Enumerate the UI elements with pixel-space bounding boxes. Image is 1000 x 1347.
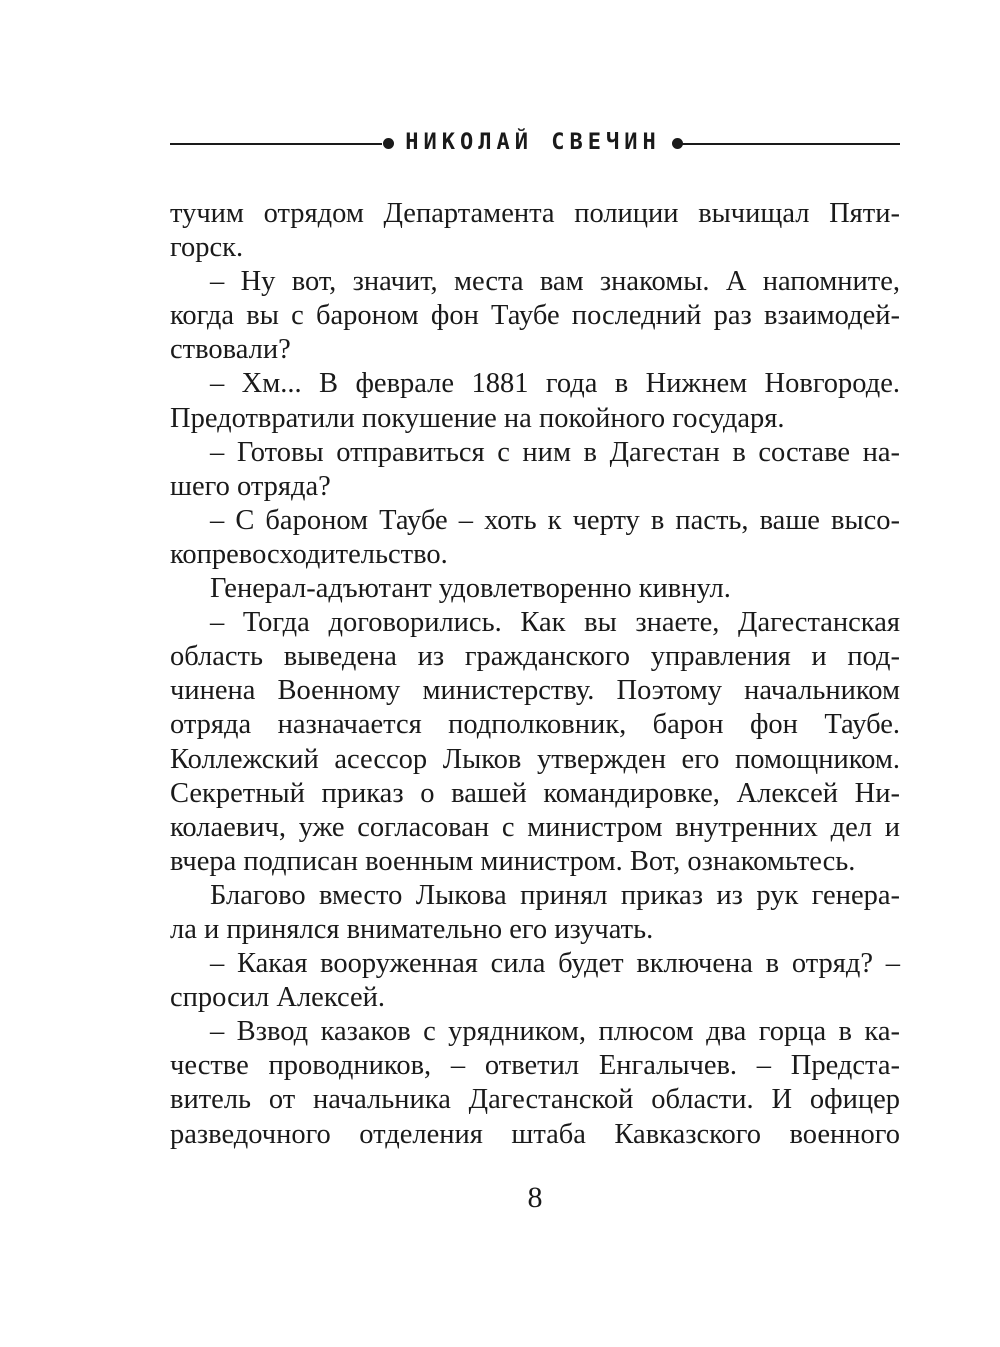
- text-line: отряда назначается подполковник, барон фон Таубе.: [170, 709, 900, 741]
- text-line: – Хм... В феврале 1881 года в Нижнем Новгороде.: [210, 368, 900, 400]
- running-head-bullet-left: [383, 138, 394, 149]
- body-text: [170, 197, 900, 1152]
- running-head-rule-right: [682, 143, 900, 145]
- text-line: Секретный приказ о вашей командировке, Алексей Ни-: [170, 777, 900, 809]
- text-line: разведочного отделения штаба Кавказского военного: [170, 1118, 900, 1150]
- text-line: – С бароном Таубе – хоть к черту в пасть, ваше высо-: [210, 504, 900, 536]
- text-line: – Ну вот, значит, места вам знакомы. А напомните,: [210, 266, 900, 298]
- text-line: ла и принялся внимательно его изучать.: [170, 913, 654, 945]
- text-line: тучим отрядом Департамента полиции вычищал Пяти-: [170, 198, 900, 229]
- text-line: Коллежский асессор Лыков утвержден его помощником.: [170, 743, 900, 775]
- text-line: область выведена из гражданского управления и под-: [170, 641, 900, 673]
- running-head: [170, 126, 900, 162]
- page-number: 8: [527, 1181, 543, 1214]
- text-line: спросил Алексей.: [170, 982, 385, 1014]
- text-line: – Взвод казаков с урядником, плюсом два горца в ка-: [210, 1016, 900, 1048]
- text-line: – Готовы отправиться с ним в Дагестан в составе на-: [210, 436, 900, 468]
- text-line: горск.: [170, 232, 244, 264]
- text-line: ствовали?: [170, 334, 291, 366]
- running-head-title: НИКОЛАЙ СВЕЧИН: [405, 130, 661, 155]
- text-line: чинена Военному министерству. Поэтому начальником: [170, 675, 900, 707]
- text-line: когда вы с бароном фон Таубе последний раз взаимодей-: [170, 300, 900, 332]
- text-line: – Какая вооруженная сила будет включена в отряд? –: [210, 948, 900, 980]
- text-line: – Тогда договорились. Как вы знаете, Дагестанская: [210, 607, 900, 639]
- text-line: Благово вместо Лыкова принял приказ из рук генера-: [210, 879, 900, 911]
- text-line: честве проводников, – ответил Енгалычев. – Предста-: [170, 1050, 900, 1082]
- text-line: копревосходительство.: [170, 538, 448, 570]
- text-line: вчера подписан военным министром. Вот, ознакомьтесь.: [170, 845, 856, 877]
- running-head-rule-left: [170, 143, 382, 145]
- text-line: витель от начальника Дагестанской области. И офицер: [170, 1084, 900, 1116]
- text-line: Предотвратили покушение на покойного государя.: [170, 402, 785, 434]
- text-line: шего отряда?: [170, 470, 331, 502]
- text-line: колаевич, уже согласован с министром внутренних дел и: [170, 811, 900, 843]
- text-line: Генерал-адъютант удовлетворенно кивнул.: [210, 573, 731, 605]
